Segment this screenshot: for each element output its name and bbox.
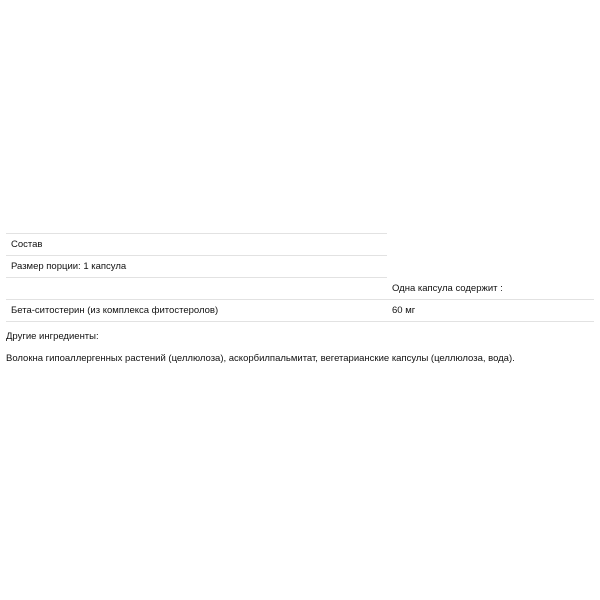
amount-per-serving-header: Одна капсула содержит :: [392, 283, 503, 294]
amount-header-row: [6, 278, 594, 299]
other-ingredients-text: Волокна гипоаллергенных растений (целлюлоза), аскорбилпальмитат, вегетарианские капсулы (целлюлоза, вода).: [6, 353, 515, 364]
facts-title: Состав: [11, 239, 43, 250]
facts-title-row: [6, 234, 594, 255]
other-ingredients-heading: Другие ингредиенты:: [6, 331, 99, 342]
divider: [6, 321, 594, 322]
serving-size: Размер порции: 1 капсула: [11, 261, 127, 272]
ingredient-name: Бета-ситостерин (из комплекса фитостеролов): [11, 305, 219, 316]
ingredient-row: [6, 300, 594, 321]
serving-size-row: [6, 256, 594, 277]
ingredient-amount: 60 мг: [392, 305, 416, 316]
